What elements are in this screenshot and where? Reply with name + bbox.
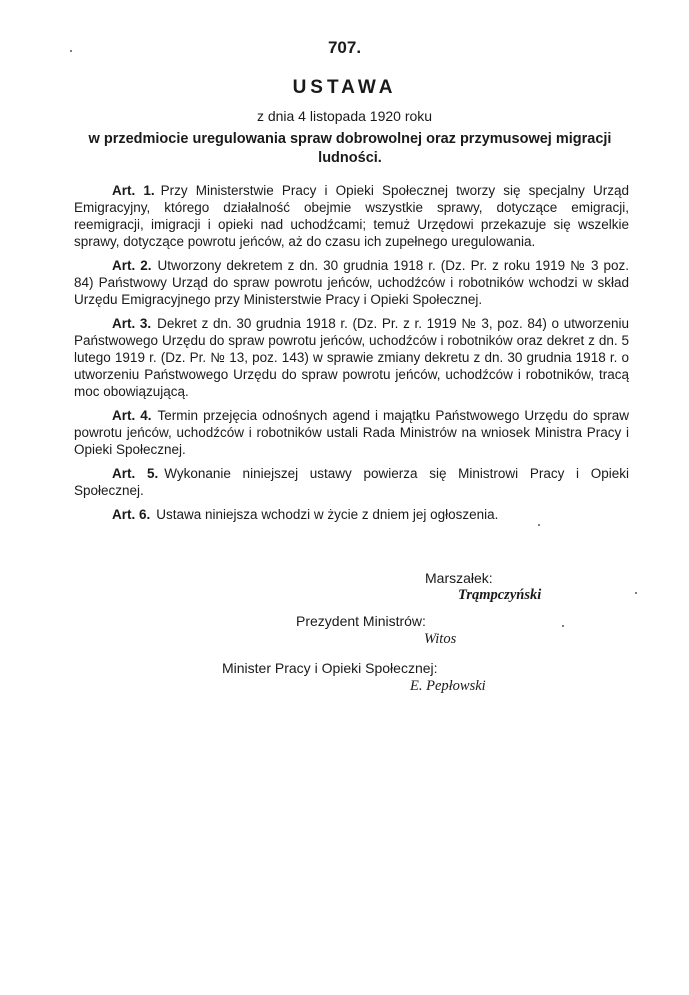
- minister-title: Minister Pracy i Opieki Społecznej:: [222, 660, 438, 676]
- document-title: USTAWA: [292, 77, 397, 98]
- document-subject: w przedmiocie uregulowania spraw dobrowolnej oraz przymusowej migracji ludności.: [88, 131, 612, 166]
- marshal-signature: Trąmpczyński: [458, 587, 542, 603]
- article-text: Dekret z dn. 30 grudnia 1918 r. (Dz. Pr. z r. 1919 № 3, poz. 84) o utworzeniu Państwowego Urzędu do spraw powrotu jeńców, uchodźców i robotników oraz dekret z dn. 5 lutego 1919 r. (Dz. Pr. № 13, poz. 143) w sprawie zmiany dekretu z dn. 30 grudnia 1918 r. o utworzeniu Państwowego Urzędu do spraw powrotu jeńców, uchodźców i robotników, tracą moc obowiązującą.: [74, 316, 629, 399]
- article-label: Art. 2.: [112, 258, 152, 273]
- article-label: Art. 4.: [112, 408, 152, 423]
- minister-signature: E. Pepłowski: [410, 678, 486, 694]
- article-label: Art. 6.: [112, 507, 151, 522]
- article-1: [74, 182, 629, 250]
- prime-minister-title: Prezydent Ministrów:: [296, 613, 426, 629]
- scan-speck: [70, 50, 72, 52]
- prime-minister-signature: Witos: [424, 631, 457, 647]
- articles-list: [74, 182, 629, 530]
- article-4: [74, 407, 629, 458]
- article-5: [74, 465, 629, 499]
- scan-speck: [538, 524, 540, 526]
- article-text: Przy Ministerstwie Pracy i Opieki Społecznej tworzy się specjalny Urząd Emigracyjny, którego działalność obejmie wszystkie sprawy, dotyczące emigracji, reemigracji, imigracji i opieki nad uchodźcami; temuż Urzędowi przekazuje się wszelkie sprawy, dotyczące powrotu jeńców, aż do czasu ich zupełnego uregulowania.: [74, 183, 629, 249]
- article-label: Art. 1.: [112, 183, 155, 198]
- article-label: Art. 5.: [112, 466, 159, 481]
- scan-speck: [635, 592, 637, 594]
- article-label: Art. 3.: [112, 316, 152, 331]
- article-6: [74, 506, 629, 523]
- scan-speck: [562, 625, 564, 627]
- article-3: [74, 315, 629, 400]
- article-text: Termin przejęcia odnośnych agend i majątku Państwowego Urzędu do spraw powrotu jeńców, uchodźców i robotników ustali Rada Ministrów na wniosek Ministra Pracy i Opieki Społecznej.: [74, 408, 630, 457]
- article-text: Ustawa niniejsza wchodzi w życie z dniem jej ogłoszenia.: [156, 507, 499, 522]
- page-number: 707.: [327, 38, 362, 57]
- article-text: Utworzony dekretem z dn. 30 grudnia 1918 r. (Dz. Pr. z roku 1919 № 3 poz. 84) Państwowy Urząd do spraw powrotu jeńców, uchodźców i robotników wchodzi w skład Urzędu Emigracyjnego przy Ministerstwie Pracy i Opieki Społecznej.: [74, 258, 629, 307]
- document-date: z dnia 4 listopada 1920 roku: [256, 108, 433, 124]
- marshal-title: Marszałek:: [425, 570, 493, 586]
- article-2: [74, 257, 629, 308]
- article-text: Wykonanie niniejszej ustawy powierza się Ministrowi Pracy i Opieki Społecznej.: [74, 466, 629, 498]
